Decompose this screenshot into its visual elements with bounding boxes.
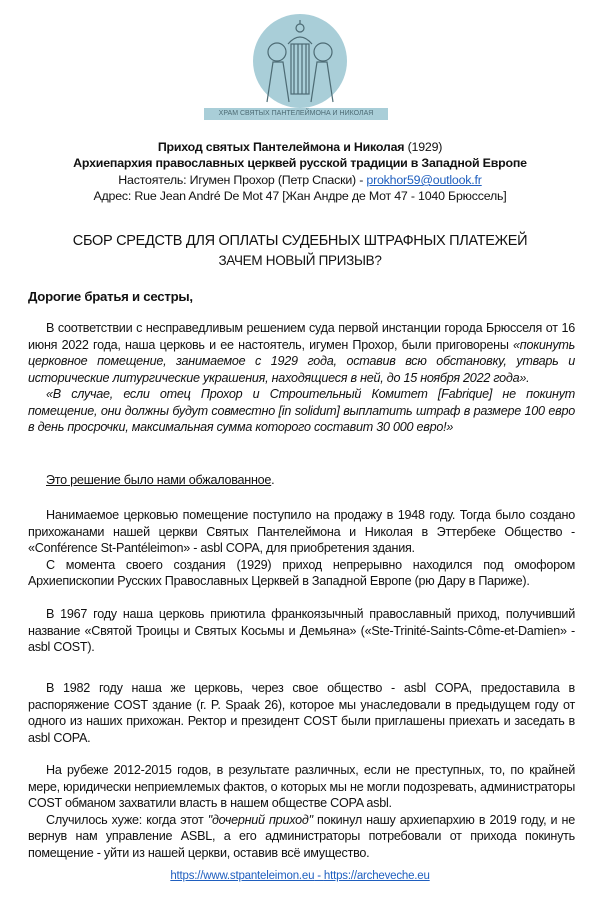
paragraph-takeover: [28, 762, 575, 861]
archdiocese: Архиепархия православных церквей русской традиции в Западной Европе: [73, 156, 527, 170]
page-title: СБОР СРЕДСТВ ДЛЯ ОПЛАТЫ СУДЕБНЫХ ШТРАФНЫХ ПЛАТЕЖЕЙ: [72, 233, 528, 249]
para-2019: [28, 812, 575, 862]
appeal-line: [28, 472, 575, 489]
appeal-text: Это решение было нами обжалованное: [46, 473, 272, 487]
para-1948: Нанимаемое церковью помещение поступило на продажу в 1948 году. Тогда было создано прихожанами нашей церкви Святых Пантелеймона и Николая в Эттербеке Общество - «Conférence St-Pantéleimon» - asbl COPA, для приобретения здания.: [28, 508, 575, 555]
logo-banner: ХРАМ СВЯТЫХ ПАНТЕЛЕЙМОНА И НИКОЛАЯ: [204, 108, 388, 120]
para-2012: На рубеже 2012-2015 годов, в результате различных, если не преступных, то, по крайней мере, юридически неприемлемых фактов, о которых мы не могли подозревать, администраторы COST обманом захватили власть в нашем обществе COPA asbl.: [28, 763, 575, 810]
para-1982: В 1982 году наша же церковь, через свое общество - asbl COPA, предоставила в распоряжение COST здание (г. P. Spaak 26), которое мы унаследовали в предыдущем году от одного из наших прихожан. Ректор и президент COST были приглашены приехать и заседать в asbl COPA.: [28, 681, 575, 745]
rector-email-link[interactable]: prokhor59@outlook.fr: [366, 173, 482, 187]
para-2019-b: покинул нашу архиепархию в 2019 году, и не вернув нам управление ASBL, а его администраторы потребовали от прихода покинуть помещение - уйти из нашей церкви, оставив всё имущество.: [28, 812, 575, 860]
paragraph-verdict: [28, 320, 575, 436]
link-separator: -: [314, 870, 324, 882]
para-2019-a: Случилось хуже: когда этот: [46, 812, 208, 827]
para-omophorion: С момента своего создания (1929) приход непрерывно находился под омофором Архиепископии Русских Православных Церквей в Западной Европе (рю Дару в Париже).: [28, 557, 575, 588]
greeting: Дорогие братья и сестры,: [28, 289, 193, 304]
parish-name: [0, 139, 600, 156]
parish-title: Приход святых Пантелеймона и Николая: [157, 140, 405, 154]
rector-label: Настоятель: Игумен Прохор (Петр Спаски) -: [118, 173, 367, 187]
parish-logo: [253, 14, 347, 108]
para-2019-em: "дочерний приход": [207, 812, 313, 827]
address: Адрес: Rue Jean André De Mot 47 [Жан Андре де Мот 47 - 1040 Брюссель]: [93, 189, 507, 203]
rector-line: [0, 172, 600, 189]
archdiocese-link[interactable]: https://archeveche.eu: [323, 870, 430, 882]
footer-links: [0, 868, 600, 885]
para-1967: В 1967 году наша церковь приютила франкоязычный православный приход, получивший название «Святой Троицы и Святых Косьмы и Демьяна» («Ste-Trinité-Saints-Côme-et-Damien» - asbl COST).: [28, 607, 575, 654]
saints-icon: [253, 14, 347, 108]
fine-quote: «В случае, если отец Прохор и Строительный Комитет [Fabrique] не покинут помещение, они должны будут совместно [in solidum] выплатить штраф в размере 100 евро в день просрочки, максимальная сумма которого составит 30 000 евро!»: [28, 387, 575, 434]
verdict-quote: «покинуть церковное помещение, занимаемое с 1929 года, оставив всю обстановку, утварь и исторические литургические украшения, находящиеся в ней, до 15 ноября 2022 года».: [28, 337, 575, 385]
page-subtitle: ЗАЧЕМ НОВЫЙ ПРИЗЫВ?: [218, 253, 382, 268]
website-link[interactable]: https://www.stpanteleimon.eu: [170, 870, 315, 882]
parish-year: (1929): [404, 140, 443, 154]
verdict-intro: В соответствии с несправедливым решением суда первой инстанции города Брюсселя от 16 июня 2022 года, наша церковь и ее настоятель, игумен Прохор, были приговорены: [28, 321, 575, 352]
appeal-period: .: [271, 473, 275, 487]
paragraph-history: [28, 507, 575, 590]
